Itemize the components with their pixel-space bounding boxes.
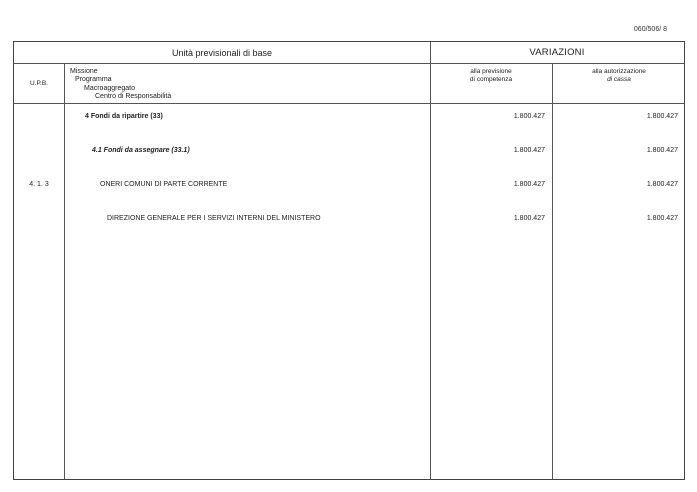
- row-description: ONERI COMUNI DI PARTE CORRENTE: [100, 181, 228, 188]
- row-description: DIREZIONE GENERALE PER I SERVIZI INTERNI DEL MINISTERO: [107, 215, 321, 222]
- row-competenza-value: 1.800.427: [513, 113, 545, 120]
- ups-column-divider: [64, 64, 65, 479]
- row-competenza-value: 1.800.427: [513, 181, 545, 188]
- variazioni-title: VARIAZIONI: [529, 47, 585, 58]
- row-cassa-value: 1.800.427: [646, 181, 678, 188]
- competenza-header-line2: di competenza: [469, 76, 513, 83]
- budget-table: [13, 41, 685, 480]
- row-competenza-value: 1.800.427: [513, 147, 545, 154]
- hierarchy-macroaggregato: Macroaggregato: [84, 84, 135, 92]
- hierarchy-centro: Centro di Responsabilità: [95, 93, 172, 101]
- competenza-header-line1: alla previsione: [470, 68, 512, 75]
- page-reference: 060/506/ 8: [633, 26, 667, 33]
- row-cassa-value: 1.800.427: [646, 113, 678, 120]
- hierarchy-programma: Programma: [75, 76, 112, 84]
- row-cassa-value: 1.800.427: [646, 147, 678, 154]
- row-description: 4.1 Fondi da assegnare (33.1): [92, 147, 190, 154]
- row-cassa-value: 1.800.427: [646, 215, 678, 222]
- cassa-header: [552, 68, 686, 84]
- row-competenza-value: 1.800.427: [513, 215, 545, 222]
- cassa-column-divider: [552, 64, 553, 479]
- competenza-header: [430, 68, 552, 84]
- header-bottom-divider: [14, 103, 684, 104]
- row-description: 4 Fondi da ripartire (33): [85, 113, 163, 120]
- ups-header: U.P.B.: [30, 80, 48, 87]
- variazioni-column-divider: [430, 42, 431, 479]
- row-ups-code: 4. 1. 3: [29, 181, 49, 188]
- cassa-header-line1: alla autorizzazione: [592, 68, 646, 75]
- hierarchy-header: [70, 68, 171, 102]
- header-divider: [14, 63, 684, 64]
- main-column-title: Unità previsionali di base: [171, 47, 273, 58]
- hierarchy-missione: Missione: [70, 68, 98, 75]
- cassa-header-line2: di cassa: [607, 76, 631, 83]
